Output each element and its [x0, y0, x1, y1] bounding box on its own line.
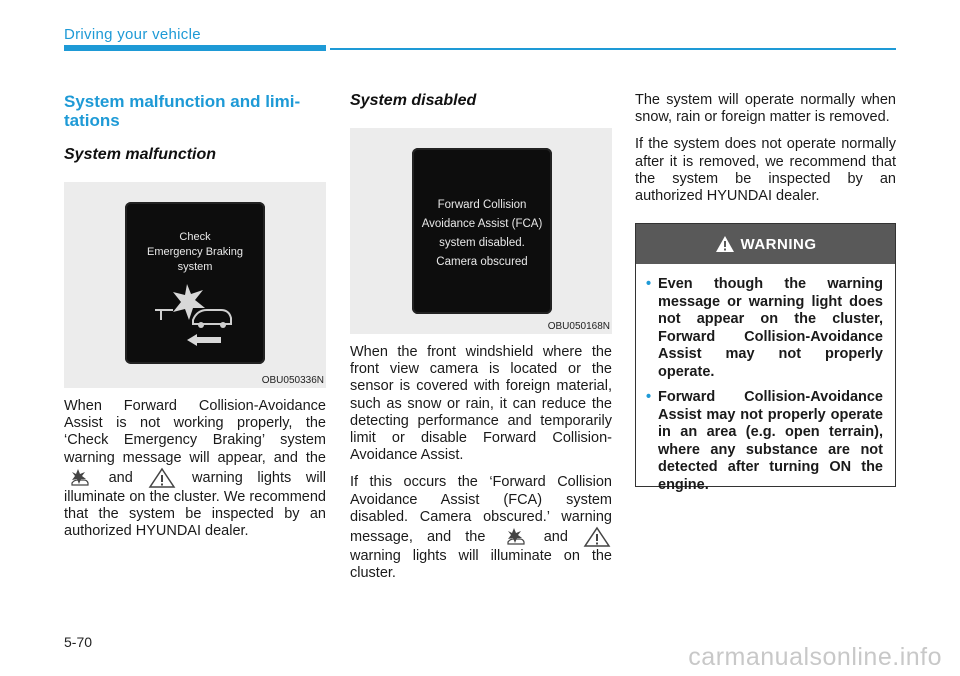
- page-number: 5-70: [64, 634, 93, 650]
- collision-graphic-icon: [125, 278, 265, 358]
- screen-line: Emergency Braking: [147, 246, 243, 258]
- cluster-display: [125, 202, 265, 364]
- text: warning lights will illuminate on the cluster.: [350, 548, 612, 582]
- text: and: [543, 528, 568, 545]
- header-rule-thin: [330, 48, 896, 50]
- warning-item: [648, 389, 883, 494]
- disabled-paragraph-2: [350, 474, 612, 582]
- warning-triangle-icon: [715, 235, 735, 253]
- screen-line: system disabled.: [439, 237, 525, 249]
- screen-line: Check: [179, 231, 211, 243]
- watermark[interactable]: carmanualsonline.info: [688, 643, 942, 671]
- warning-item-text: Forward Collision-Avoidance Assist may not properly operate in an area (e.g. open terrain), where any substance are not detected after turning ON the engine.: [658, 389, 883, 493]
- warning-item-text: Even though the warning message or warning light does not appear on the cluster, Forward Collision-Avoidance Assist may not properly operate.: [658, 276, 883, 380]
- caution-triangle-icon: [582, 526, 612, 548]
- right-paragraph-2: If the system does not operate normally after it is removed, we recommend that the system be inspected by an authorized HYUNDAI dealer.: [635, 136, 896, 205]
- screen-line: Camera obscured: [436, 256, 528, 268]
- warning-box: [635, 223, 896, 493]
- bullet-icon: •: [646, 389, 652, 406]
- section-heading-line1: System malfunction and limi-: [64, 92, 301, 111]
- header-section-title: Driving your vehicle: [64, 26, 201, 43]
- middle-column: [350, 92, 612, 582]
- screen-line: Forward Collision: [437, 199, 527, 211]
- figure-code: OBU050336N: [261, 375, 324, 386]
- subheading-system-disabled: System disabled: [350, 92, 477, 109]
- malfunction-paragraph: [64, 398, 326, 540]
- caution-triangle-icon: [147, 467, 177, 489]
- warning-header: [636, 224, 895, 264]
- figure-malfunction: [64, 182, 326, 388]
- figure-disabled: [350, 128, 612, 334]
- fca-warning-light-icon: [500, 526, 530, 548]
- left-column: [64, 92, 326, 540]
- subheading-system-malfunction: System malfunction: [64, 146, 217, 163]
- warning-list: [636, 264, 895, 494]
- warning-item: [648, 276, 883, 381]
- disabled-paragraph-1: When the front windshield where the front view camera is located or the sensor is covered with foreign material, such as snow or rain, it can reduce the detecting performance and temporarily limit or disable Forward Collision-Avoidance Assist.: [350, 344, 612, 464]
- warning-title: WARNING: [740, 235, 817, 253]
- bullet-icon: •: [646, 276, 652, 293]
- figure-code: OBU050168N: [547, 321, 610, 332]
- screen-line: Avoidance Assist (FCA): [421, 218, 543, 230]
- section-heading-line2: tations: [64, 111, 120, 130]
- right-paragraph-1: The system will operate normally when snow, rain or foreign matter is removed.: [635, 92, 896, 126]
- text: warning lights will illuminate on the cluster. We recommend that the system be inspected by an authorized HYUNDAI dealer.: [64, 469, 327, 540]
- screen-line: system: [177, 261, 213, 273]
- text: When Forward Collision-Avoidance Assist is not working properly, the ‘Check Emergency Braking’ system warning message will appear, and the: [64, 398, 326, 466]
- right-column: [635, 92, 896, 493]
- text: If this occurs the ‘Forward Collision Avoidance Assist (FCA) system disabled. Camera obscured.’ warning message, and the: [350, 474, 612, 545]
- cluster-display: [412, 148, 552, 314]
- fca-warning-light-icon: [64, 467, 94, 489]
- header-rule-thick: [64, 45, 326, 51]
- section-heading: [64, 92, 326, 130]
- text: and: [108, 469, 133, 486]
